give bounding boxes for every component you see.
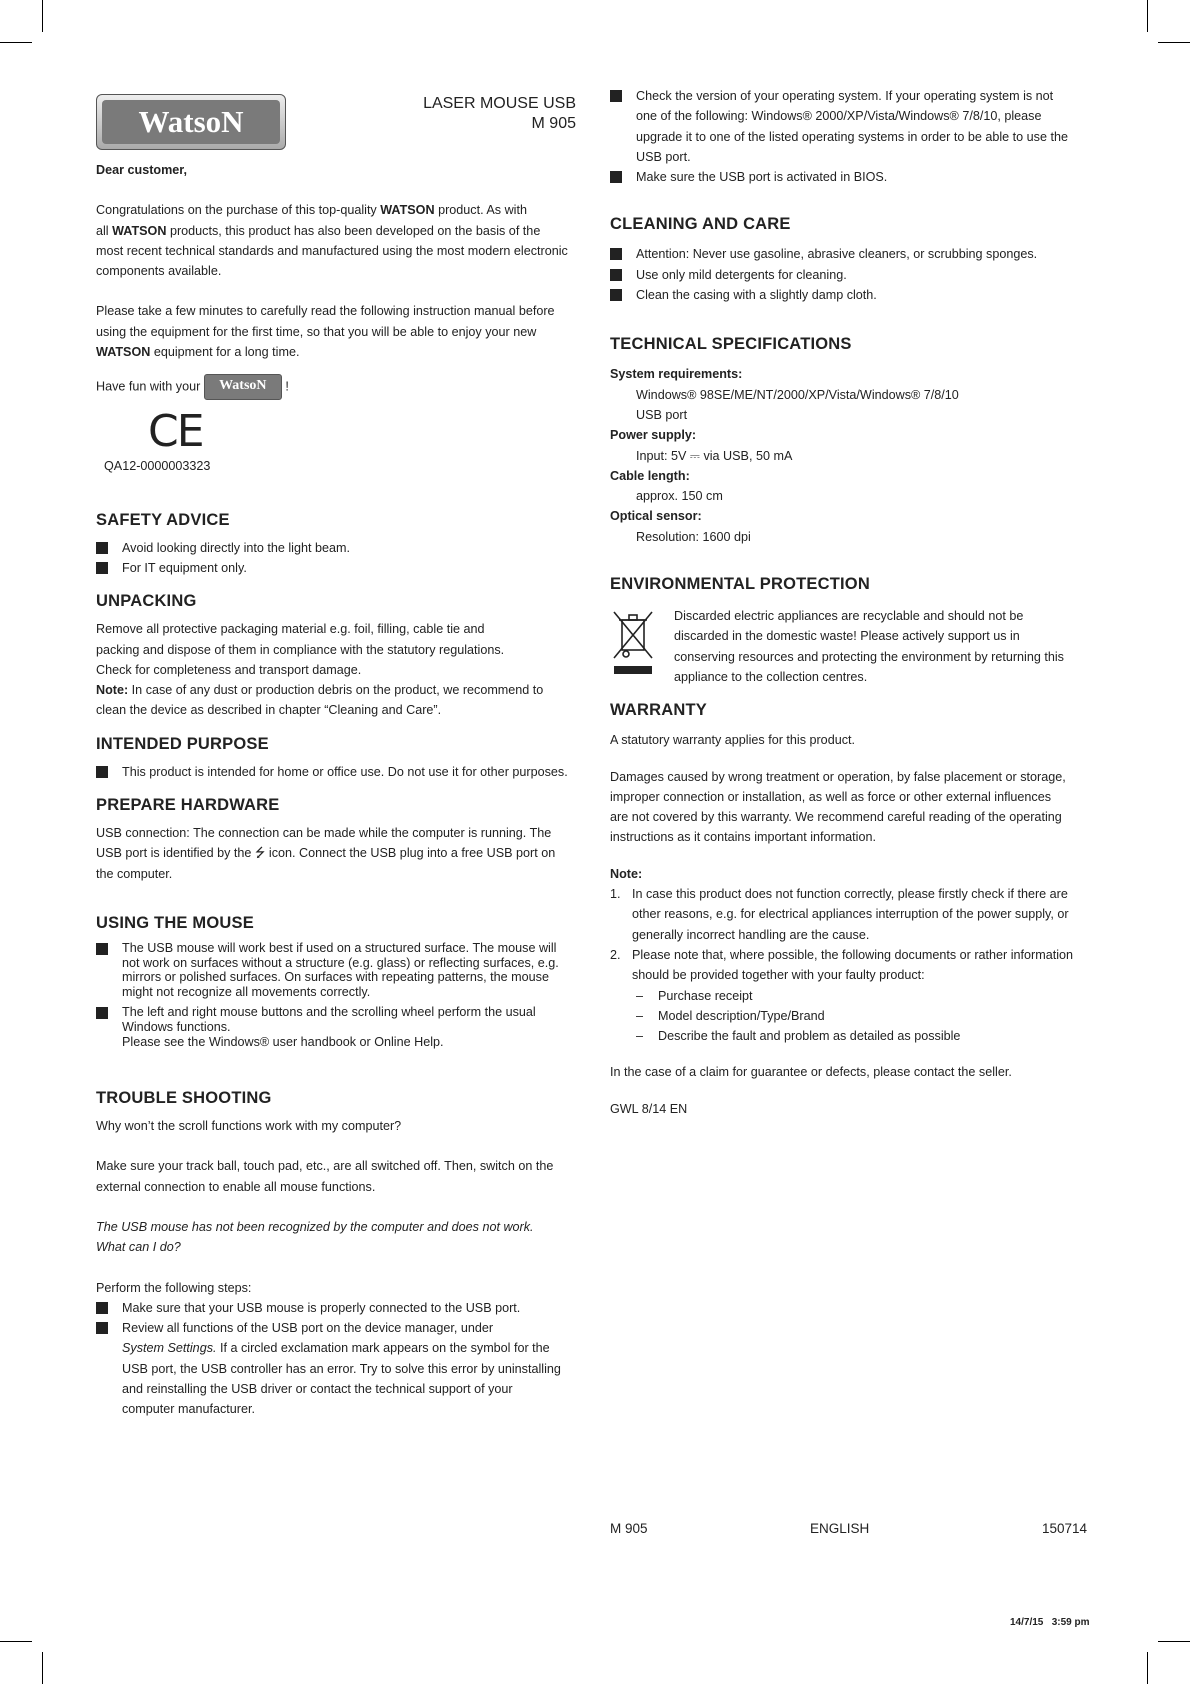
print-stamp: 14/7/15 3:59 pm: [1010, 1617, 1090, 1628]
warranty-note-item: 2. Please note that, where possible, the following documents or rather information should be provided together with your faulty product:: [610, 947, 1074, 983]
spec-label: Cable length:: [610, 468, 690, 483]
warranty-paragraph: Damages caused by wrong treatment or operation, by false placement or storage, improper connection or installation, as well as force or other external influences are not covered by this warranty. We recommend careful reading of the operating instructions as it contains important information.: [610, 769, 1066, 845]
cleaning-item: Clean the casing with a slightly damp cloth.: [610, 285, 1090, 305]
unpacking-text: Remove all protective packaging material e.g. foil, filling, cable tie and packing and dispose of them in compliance with the statutory regulations. Check for completeness and transport damage. Note: In case of any dust or production debris on the product, we recommend to clean the device as described in chapter “Cleaning and Care”.: [96, 622, 544, 718]
watson-mini-logo: WatsoN: [204, 374, 282, 400]
prepare-hardware-text: USB connection: The connection can be made while the computer is running. The USB port is identified by the ⭍ icon. Connect the USB plug into a free USB port on the computer.: [96, 826, 556, 881]
spec-label: Optical sensor:: [610, 509, 702, 524]
intended-purpose-item: This product is intended for home or office use. Do not use it for other purposes.: [96, 762, 576, 782]
cleaning-item: Use only mild detergents for cleaning.: [610, 265, 1090, 285]
using-mouse-heading: USING THE MOUSE: [96, 913, 254, 932]
warranty-claim: In the case of a claim for guarantee or defects, please contact the seller.: [610, 1065, 1012, 1080]
left-column: [96, 86, 576, 1420]
intro-paragraph-2: Please take a few minutes to carefully read the following instruction manual before using the equipment for the first time, so that you will be able to enjoy your new WATSON equipment for a long time.: [96, 304, 555, 360]
spec-value: USB port: [636, 407, 688, 422]
unpacking-heading: UNPACKING: [96, 592, 197, 611]
trouble-step: Review all functions of the USB port on the device manager, under System Settings. If a circled exclamation mark appears on the symbol for the USB port, the USB controller has an error. Try to solve this error by uninstalling and reinstalling the USB driver or contact the technical support of your computer manufacturer.: [96, 1318, 576, 1419]
crossed-bin-icon: [612, 608, 656, 682]
steps-intro: Perform the following steps:: [96, 1280, 252, 1295]
crop-mark: [42, 0, 43, 32]
ce-mark: CE: [148, 406, 203, 458]
footer-language: ENGLISH: [810, 1521, 870, 1536]
warranty-dash-item: – Describe the fault and problem as detailed as possible: [636, 1029, 961, 1044]
product-title: LASER MOUSE USB: [423, 95, 576, 112]
trouble-shooting-heading: TROUBLE SHOOTING: [96, 1089, 272, 1108]
footer-model: M 905: [610, 1521, 648, 1536]
product-title-block: [423, 94, 576, 134]
right-column: [610, 86, 1090, 1119]
cleaning-item: Attention: Never use gasoline, abrasive cleaners, or scrubbing sponges.: [610, 244, 1090, 264]
environment-block: [610, 606, 1090, 687]
trouble-step: Check the version of your operating system. If your operating system is not one of the following: Windows® 2000/XP/Vista/Windows® 7/8/10, please upgrade it to one of the listed operating systems in order to be able to use the USB port.: [610, 86, 1090, 167]
cleaning-heading: CLEANING AND CARE: [610, 215, 791, 234]
crop-mark: [1158, 1641, 1190, 1642]
trouble-step: Make sure that your USB mouse is properly connected to the USB port.: [96, 1298, 576, 1318]
header: [96, 86, 576, 164]
intro-paragraph-1: Congratulations on the purchase of this top-quality WATSON product. As with all WATSON products, this product has also been developed on the basis of the most recent technical standards and manufactured using the most modern electronic components available.: [96, 203, 568, 279]
prepare-hardware-heading: PREPARE HARDWARE: [96, 796, 280, 815]
crop-mark: [42, 1652, 43, 1684]
spec-value: Input: 5V ⎓ via USB, 50 mA: [636, 448, 793, 463]
spec-value: Windows® 98SE/ME/NT/2000/XP/Vista/Windows® 7/8/10: [636, 387, 959, 402]
trouble-question-2: The USB mouse has not been recognized by the computer and does not work. What can I do?: [96, 1219, 534, 1255]
product-model: M 905: [531, 115, 576, 132]
using-mouse-item: The left and right mouse buttons and the scrolling wheel perform the usual Windows functions. Please see the Windows® user handbook or Online Help.: [96, 1005, 576, 1049]
warranty-heading: WARRANTY: [610, 701, 707, 720]
footer-date-code: 150714: [1042, 1521, 1088, 1536]
environment-text: Discarded electric appliances are recyclable and should not be discarded in the domestic waste! Please actively support us in conserving resources and protecting the environment by returning this appliance to the collection centres.: [674, 609, 1064, 684]
crop-mark: [1147, 0, 1148, 32]
trouble-question-1: Why won’t the scroll functions work with my computer?: [96, 1119, 402, 1134]
spec-value: Resolution: 1600 dpi: [636, 529, 751, 544]
specs-heading: TECHNICAL SPECIFICATIONS: [610, 335, 852, 354]
warranty-intro: A statutory warranty applies for this product.: [610, 733, 855, 748]
safety-heading: SAFETY ADVICE: [96, 510, 230, 529]
crop-mark: [1158, 42, 1190, 43]
certificate-code: QA12-0000003323: [104, 459, 211, 474]
watson-logo: WatsoN: [96, 94, 286, 150]
trouble-step: Make sure the USB port is activated in BIOS.: [610, 167, 1090, 187]
have-fun-line: Have fun with your WatsoN !: [96, 374, 576, 400]
warranty-note-item: 1. In case this product does not function correctly, please firstly check if there are other reasons, e.g. for electrical appliances interruption of the power supply, or generally incorrect handling are the cause.: [610, 887, 1069, 942]
crop-mark: [0, 42, 32, 43]
greeting: Dear customer,: [96, 163, 187, 177]
environment-heading: ENVIRONMENTAL PROTECTION: [610, 575, 870, 594]
warranty-dash-item: – Purchase receipt: [636, 988, 753, 1003]
safety-item: Avoid looking directly into the light beam.: [96, 538, 576, 558]
crop-mark: [0, 1641, 32, 1642]
spec-value: approx. 150 cm: [636, 489, 723, 504]
warranty-note-label: Note:: [610, 866, 643, 881]
safety-item: For IT equipment only.: [96, 558, 576, 578]
using-mouse-item: The USB mouse will work best if used on a structured surface. The mouse will not work on surfaces without a structure (e.g. glass) or reflecting surfaces, e.g. mirrors or polished surfaces. On surfaces with repeating patterns, the mouse might not recognize all movements correctly.: [96, 941, 576, 999]
spec-label: Power supply:: [610, 428, 697, 443]
trouble-answer-1: Make sure your track ball, touch pad, etc., are all switched off. Then, switch on the external connection to enable all mouse functions.: [96, 1159, 554, 1194]
warranty-code: GWL 8/14 EN: [610, 1101, 688, 1116]
crop-mark: [1147, 1652, 1148, 1684]
spec-label: System requirements:: [610, 367, 743, 382]
intended-purpose-heading: INTENDED PURPOSE: [96, 734, 269, 753]
usb-icon: ⭍: [254, 845, 266, 861]
warranty-dash-item: – Model description/Type/Brand: [636, 1008, 825, 1023]
